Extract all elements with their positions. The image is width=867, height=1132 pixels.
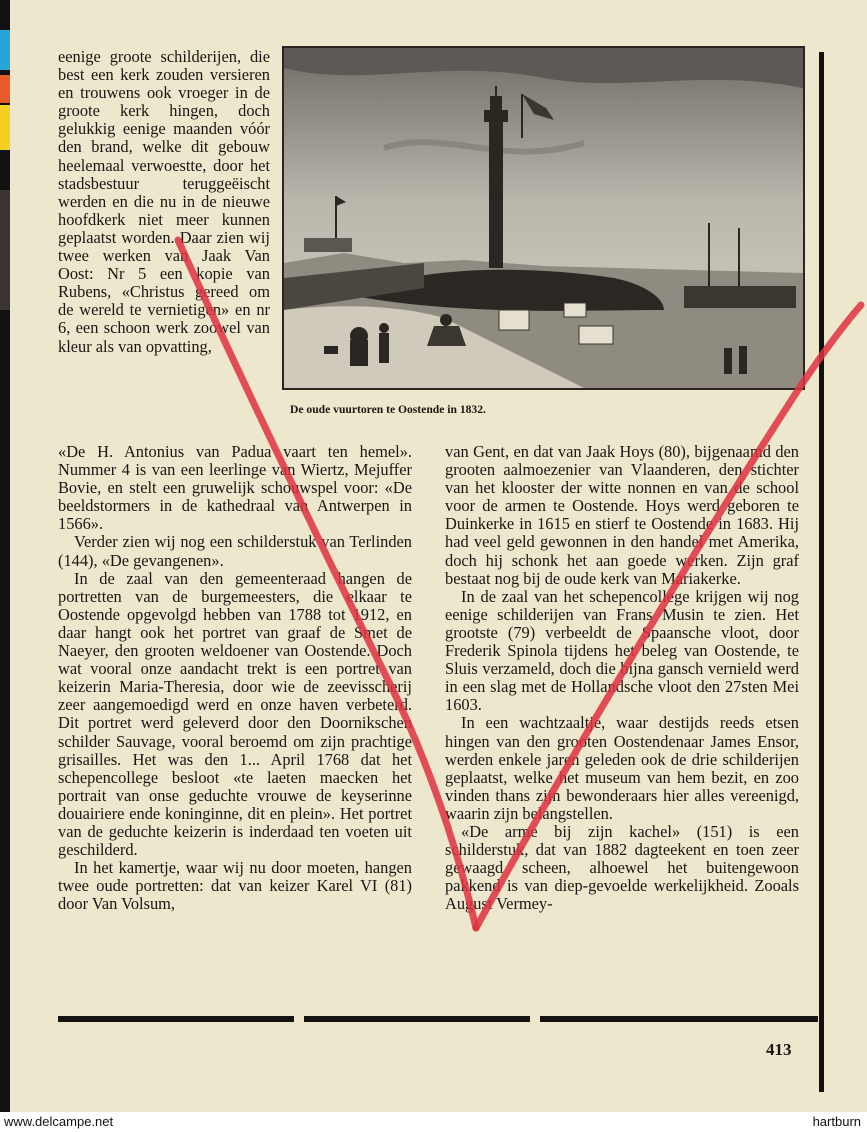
page-number: 413 bbox=[766, 1040, 792, 1059]
left-edge-frame bbox=[0, 0, 10, 1112]
watermark-bar bbox=[0, 1112, 867, 1132]
watermark-right: hartburn bbox=[812, 1114, 861, 1129]
left-column-lower-text bbox=[58, 443, 412, 913]
paragraph: In de zaal van den gemeenteraad hangen de portretten van de burgemeesters, die elkaar te Oostende opgevolgd hebben van 1788 tot 1912, en daar hangt ook het portret van graaf de Smet de Naeyer, den grooten weldoener van Oostende. Doch wat vooral onze aandacht trekt is een portret van keizerin Maria-Theresia, door wie de zeevisscherij zeer aangemoedigd werd en onze haven verbeterd. Dit portret werd geleverd door den Doornikschen schilder Sauvage, vooral beroemd om zijn prachtige grisailles. Het was den 1... April 1768 dat het schepencollege besloot «te laeten maecken het portrait van onse geduchte vrouwe de keyserinne douairiere ende koninginne, dit en plein». Het portret van de geduchte keizerin is inderdaad ten voeten uit geschilderd. bbox=[58, 568, 412, 860]
lighthouse-illustration bbox=[282, 46, 805, 390]
right-column-text bbox=[445, 443, 799, 913]
paragraph: In een wachtzaaltje, waar destijds reeds etsen hingen van den grooten Oostendenaar James Ensor, werden enkele jaren geleden ook de drie schilderijen geplaatst, welke het museum van hem bezit, en zoo vinden thans zijn bewonderaars hier alles vereenigd, waarin zijn belangstellen. bbox=[445, 713, 799, 823]
left-column-text bbox=[58, 48, 270, 356]
paragraph: van Gent, en dat van Jaak Hoys (80), bijgenaamd den grooten aalmoezenier van Vlaanderen, den stichter van het klooster der witte nonnen en van de school voor de armen te Oostende. Hoys werd geboren te Duinkerke in 1615 en stierf te Oostende in 1683. Hij had veel geld gewonnen in den handel met Amerika, doch hij schonk het aan goede werken. Zijn graf bestaat nog bij de oude kerk van Mariakerke. bbox=[445, 442, 799, 588]
engraving-image bbox=[284, 48, 803, 388]
left-column-paragraph: eenige groote schilderijen, die best een kerk zouden versieren en trouwens ook vroeger in de groote kerk hingen, doch gelukkig eenige maanden vóór den brand, welke dit gebouw heelemaal verwoestte, door het stadsbestuur teruggeëischt werden en die nu in de nieuwe hoofdkerk niet meer kunnen geplaatst worden. Daar zien wij twee werken van Jaak Van Oost: Nr 5 een kopie van Rubens, «Christus gereed om de wereld te vernietigen» en nr 6, een schoon werk zoowel van kleur als van opvatting, bbox=[58, 47, 270, 356]
vertical-rule bbox=[819, 52, 824, 1092]
figure-caption: De oude vuurtoren te Oostende in 1832. bbox=[290, 403, 486, 416]
paragraph: In de zaal van het schepencollege krijgen wij nog eenige schilderijen van Frans Musin te zien. Het grootste (79) verbeeldt de Spaansche vloot, door Frederik Spinola tijdens het beleg van Oostende, te Sluis verzameld, doch die bijna gansch vernield werd in een slag met de Hollandsche vloot den 27sten Mei 1603. bbox=[445, 586, 799, 715]
watermark-left: www.delcampe.net bbox=[4, 1114, 114, 1129]
paragraph: «De arme bij zijn kachel» (151) is een schilderstuk, dat van 1882 dagteekent en toen zeer gewaagd scheen, alhoewel het buitengewoon pakkend is van diep-gevoelde werkelijkheid. Zooals August Vermey- bbox=[445, 821, 799, 914]
horizontal-rule bbox=[58, 1014, 818, 1023]
paragraph: In het kamertje, waar wij nu door moeten, hangen twee oude portretten: dat van keizer Karel VI (81) door Van Volsum, bbox=[58, 858, 412, 914]
paragraph: Verder zien wij nog een schilderstuk van Terlinden (144), «De gevangenen». bbox=[58, 532, 412, 570]
magazine-page bbox=[8, 0, 867, 1112]
paragraph: «De H. Antonius van Padua vaart ten hemel». Nummer 4 is van een leerlinge van Wiertz, Mejuffer Bovie, en stelt een gruwelijk schouwspel voor: «De beeldstormers in de kathedraal van Antwerpen in 1566». bbox=[58, 442, 412, 534]
